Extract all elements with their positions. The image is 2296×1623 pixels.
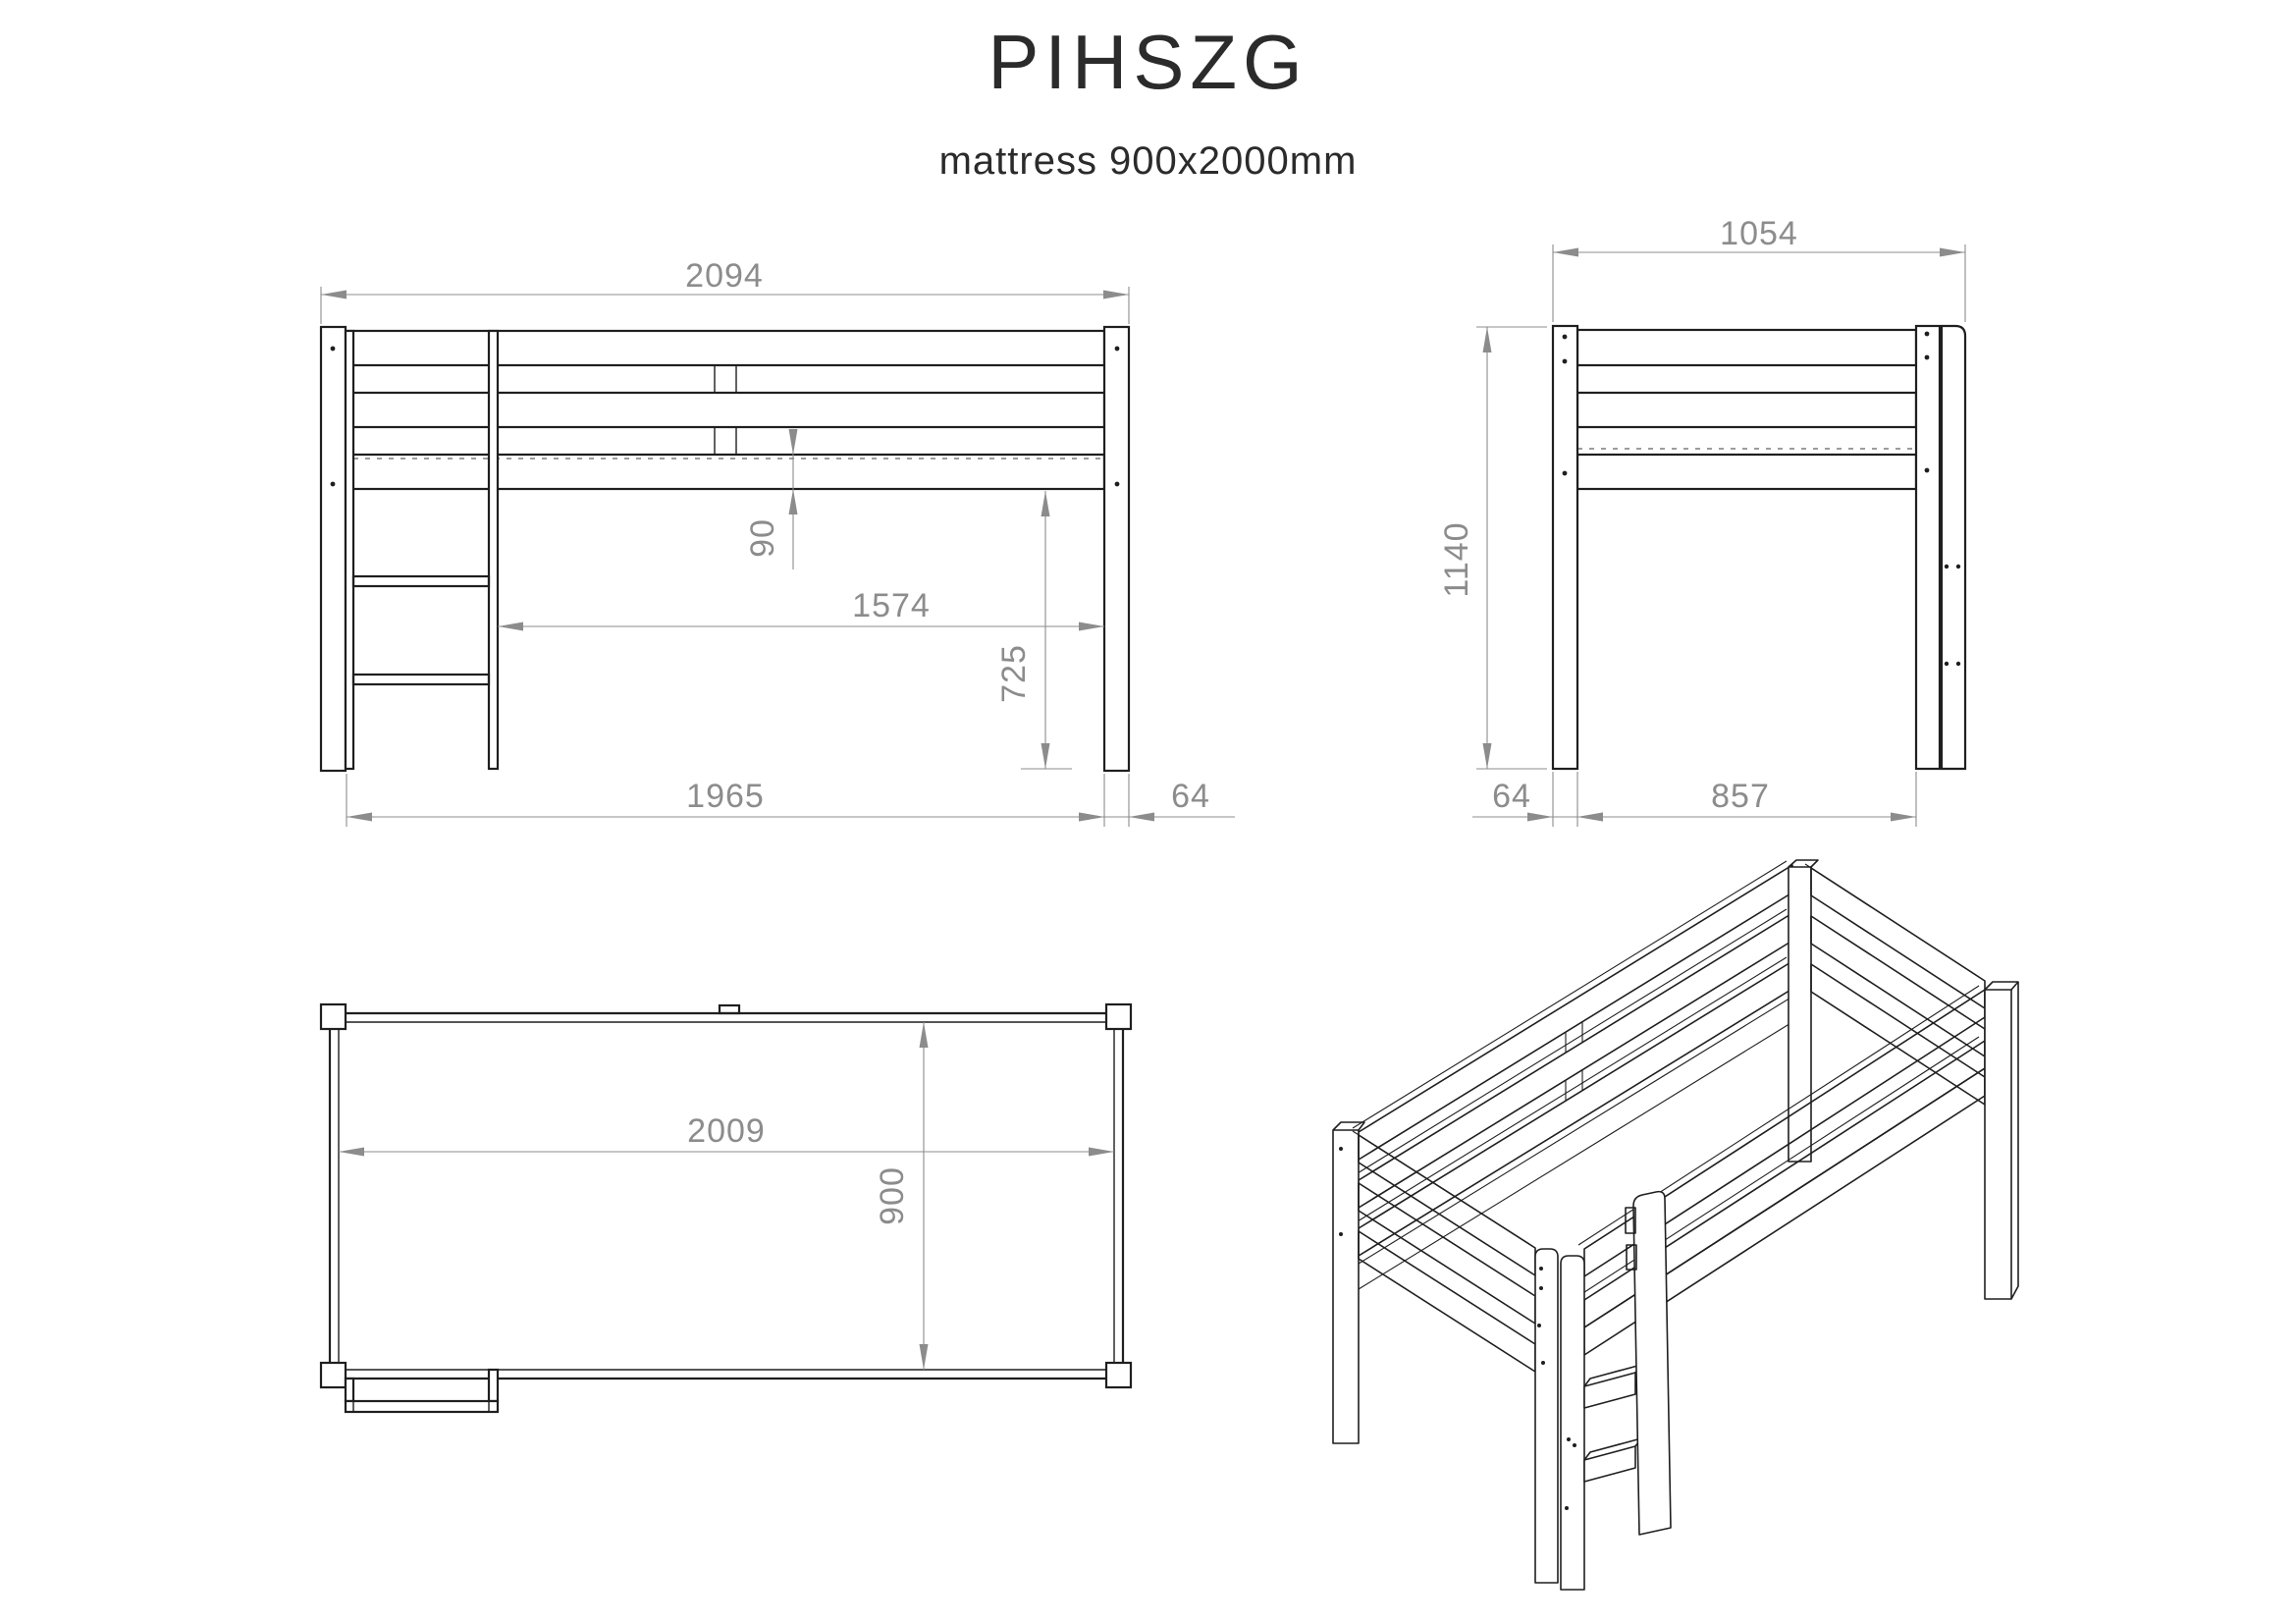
plan-dim-mattress-width-label: 900 <box>874 1166 911 1225</box>
front-dim-overall-width <box>321 257 1129 324</box>
end-boards <box>1577 330 1916 489</box>
front-dim-rail-height-label: 90 <box>744 518 781 558</box>
page-subtitle: mattress 900x2000mm <box>938 139 1358 183</box>
end-dim-post-width <box>1472 772 1603 827</box>
end-dim-overall-height-label: 1140 <box>1438 521 1475 598</box>
end-dim-inner-depth <box>1577 772 1916 827</box>
plan-dim-mattress-length <box>339 1112 1114 1157</box>
front-view <box>321 257 1235 827</box>
plan-ladder <box>346 1370 498 1412</box>
iso-back-rails <box>1353 861 1792 1289</box>
end-dim-inner-depth-label: 857 <box>1711 778 1770 815</box>
front-dim-inner-width <box>347 774 1129 827</box>
iso-front-right-post <box>1985 982 2018 1299</box>
iso-front-left-post <box>1535 1249 1584 1590</box>
end-view <box>1438 215 1965 827</box>
front-dim-overall-width-label: 2094 <box>685 257 764 295</box>
end-dim-overall-depth <box>1553 215 1965 322</box>
iso-foot-boards <box>1805 864 1985 1105</box>
plan-dim-mattress-width <box>874 1022 929 1370</box>
page-title: PIHSZG <box>988 19 1308 105</box>
front-guard-rails <box>346 331 1104 489</box>
iso-back-left-post <box>1333 1122 1364 1443</box>
front-dim-clearance <box>995 491 1072 769</box>
front-dim-rail-height <box>744 429 798 569</box>
isometric-view <box>1333 860 2018 1590</box>
front-dim-clearance-label: 725 <box>995 644 1033 703</box>
front-dim-inner-width-label: 1965 <box>686 778 765 815</box>
iso-far-post <box>1789 860 1818 1162</box>
plan-posts <box>321 1004 1131 1387</box>
iso-ladder <box>1584 1192 1671 1535</box>
plan-dim-mattress-length-label: 2009 <box>687 1112 766 1150</box>
front-ladder <box>346 331 498 769</box>
plan-view <box>321 1004 1131 1412</box>
front-dim-post-width <box>1079 778 1235 822</box>
end-dim-post-width-label: 64 <box>1492 778 1531 815</box>
end-dim-overall-height <box>1438 327 1547 769</box>
plan-frame <box>330 1005 1123 1379</box>
front-dim-ladder-to-post <box>498 587 1104 631</box>
front-dim-post-width-label: 64 <box>1171 778 1210 815</box>
front-dim-ladder-to-post-label: 1574 <box>852 587 931 624</box>
end-dim-overall-depth-label: 1054 <box>1720 215 1798 252</box>
